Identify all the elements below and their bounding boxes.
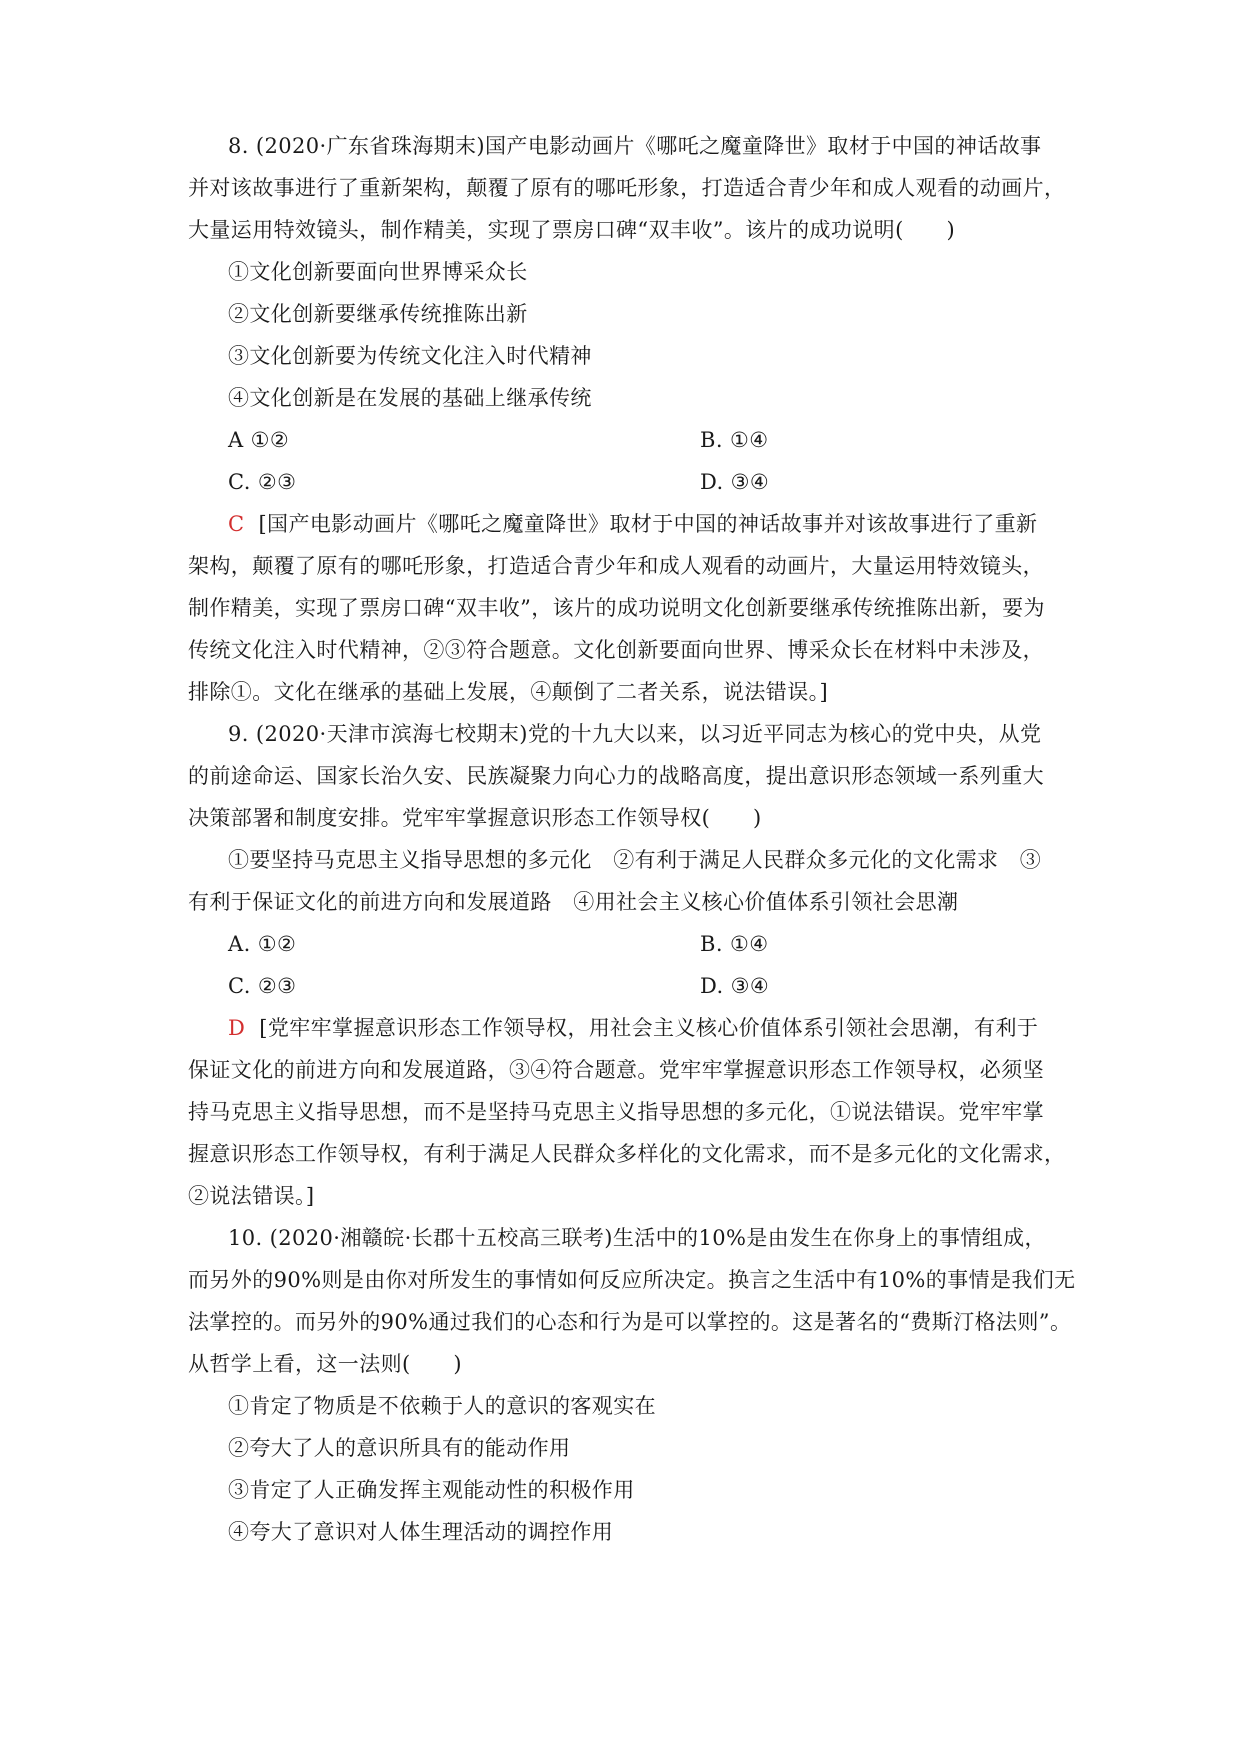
q9-explanation-line-5: ②说法错误。] — [188, 1184, 315, 1208]
q8-stem-line-1: 8. (2020·广东省珠海期末)国产电影动画片《哪吒之魔童降世》取材于中国的神话故事 — [228, 134, 1042, 158]
q8-statement-2: ②文化创新要继承传统推陈出新 — [228, 302, 528, 326]
q9-explanation-line-3: 持马克思主义指导思想，而不是坚持马克思主义指导思想的多元化，①说法错误。党牢牢掌 — [188, 1100, 1044, 1124]
q8-option-b: B. ①④ — [700, 428, 769, 452]
q10-statement-3: ③肯定了人正确发挥主观能动性的积极作用 — [228, 1478, 635, 1502]
q8-option-a: A ①② — [228, 428, 290, 452]
q8-explanation-text-1: [国产电影动画片《哪吒之魔童降世》取材于中国的神话故事并对该故事进行了重新 — [258, 512, 1038, 536]
q8-option-c: C. ②③ — [228, 470, 297, 494]
q8-explanation-line-5: 排除①。文化在继承的基础上发展，④颠倒了二者关系，说法错误。] — [188, 680, 829, 704]
q9-explanation-line-2: 保证文化的前进方向和发展道路，③④符合题意。党牢牢掌握意识形态工作领导权，必须坚 — [188, 1058, 1044, 1082]
q8-explanation-line-4: 传统文化注入时代精神，②③符合题意。文化创新要面向世界、博采众长在材料中未涉及， — [188, 638, 1044, 662]
q10-stem-line-4: 从哲学上看，这一法则( ) — [188, 1352, 462, 1376]
q9-statements-line-1: ①要坚持马克思主义指导思想的多元化 ②有利于满足人民群众多元化的文化需求 ③ — [228, 848, 1042, 872]
q8-stem-line-2: 并对该故事进行了重新架构，颠覆了原有的哪吒形象，打造适合青少年和成人观看的动画片， — [188, 176, 1066, 200]
q9-option-d: D. ③④ — [700, 974, 770, 998]
q10-stem-line-3: 法掌控的。而另外的90%通过我们的心态和行为是可以掌控的。这是著名的“费斯汀格法则”。 — [188, 1310, 1072, 1334]
q8-explanation-line-1 — [228, 503, 1108, 545]
q8-option-d: D. ③④ — [700, 470, 770, 494]
q9-explanation-line-1 — [228, 1007, 1108, 1049]
q8-statement-3: ③文化创新要为传统文化注入时代精神 — [228, 344, 592, 368]
q10-statement-4: ④夸大了意识对人体生理活动的调控作用 — [228, 1520, 614, 1544]
q10-stem-line-1: 10. (2020·湘赣皖·长郡十五校高三联考)生活中的10%是由发生在你身上的事情组成， — [228, 1226, 1046, 1250]
q9-explanation-text-1: [党牢牢掌握意识形态工作领导权，用社会主义核心价值体系引领社会思潮，有利于 — [259, 1016, 1039, 1040]
q10-stem-line-2: 而另外的90%则是由你对所发生的事情如何反应所决定。换言之生活中有10%的事情是我们无 — [188, 1268, 1076, 1292]
q8-explanation-line-2: 架构，颠覆了原有的哪吒形象，打造适合青少年和成人观看的动画片，大量运用特效镜头， — [188, 554, 1044, 578]
q9-option-b: B. ①④ — [700, 932, 769, 956]
q9-stem-line-1: 9. (2020·天津市滨海七校期末)党的十九大以来，以习近平同志为核心的党中央，从党 — [228, 722, 1042, 746]
q9-answer: D — [228, 1016, 246, 1040]
q9-stem-line-2: 的前途命运、国家长治久安、民族凝聚力向心力的战略高度，提出意识形态领域一系列重大 — [188, 764, 1044, 788]
q9-stem-line-3: 决策部署和制度安排。党牢牢掌握意识形态工作领导权( ) — [188, 806, 762, 830]
q8-statement-1: ①文化创新要面向世界博采众长 — [228, 260, 528, 284]
q8-statement-4: ④文化创新是在发展的基础上继承传统 — [228, 386, 592, 410]
q10-statement-1: ①肯定了物质是不依赖于人的意识的客观实在 — [228, 1394, 656, 1418]
q9-statements-line-2: 有利于保证文化的前进方向和发展道路 ④用社会主义核心价值体系引领社会思潮 — [188, 890, 959, 914]
q8-explanation-line-3: 制作精美，实现了票房口碑“双丰收”，该片的成功说明文化创新要继承传统推陈出新，要为 — [188, 596, 1045, 620]
q9-option-c: C. ②③ — [228, 974, 297, 998]
q8-answer: C — [228, 512, 245, 536]
q9-explanation-line-4: 握意识形态工作领导权，有利于满足人民群众多样化的文化需求，而不是多元化的文化需求， — [188, 1142, 1066, 1166]
q10-statement-2: ②夸大了人的意识所具有的能动作用 — [228, 1436, 571, 1460]
q9-option-a: A. ①② — [228, 932, 297, 956]
q8-stem-line-3: 大量运用特效镜头，制作精美，实现了票房口碑“双丰收”。该片的成功说明( ) — [188, 218, 956, 242]
